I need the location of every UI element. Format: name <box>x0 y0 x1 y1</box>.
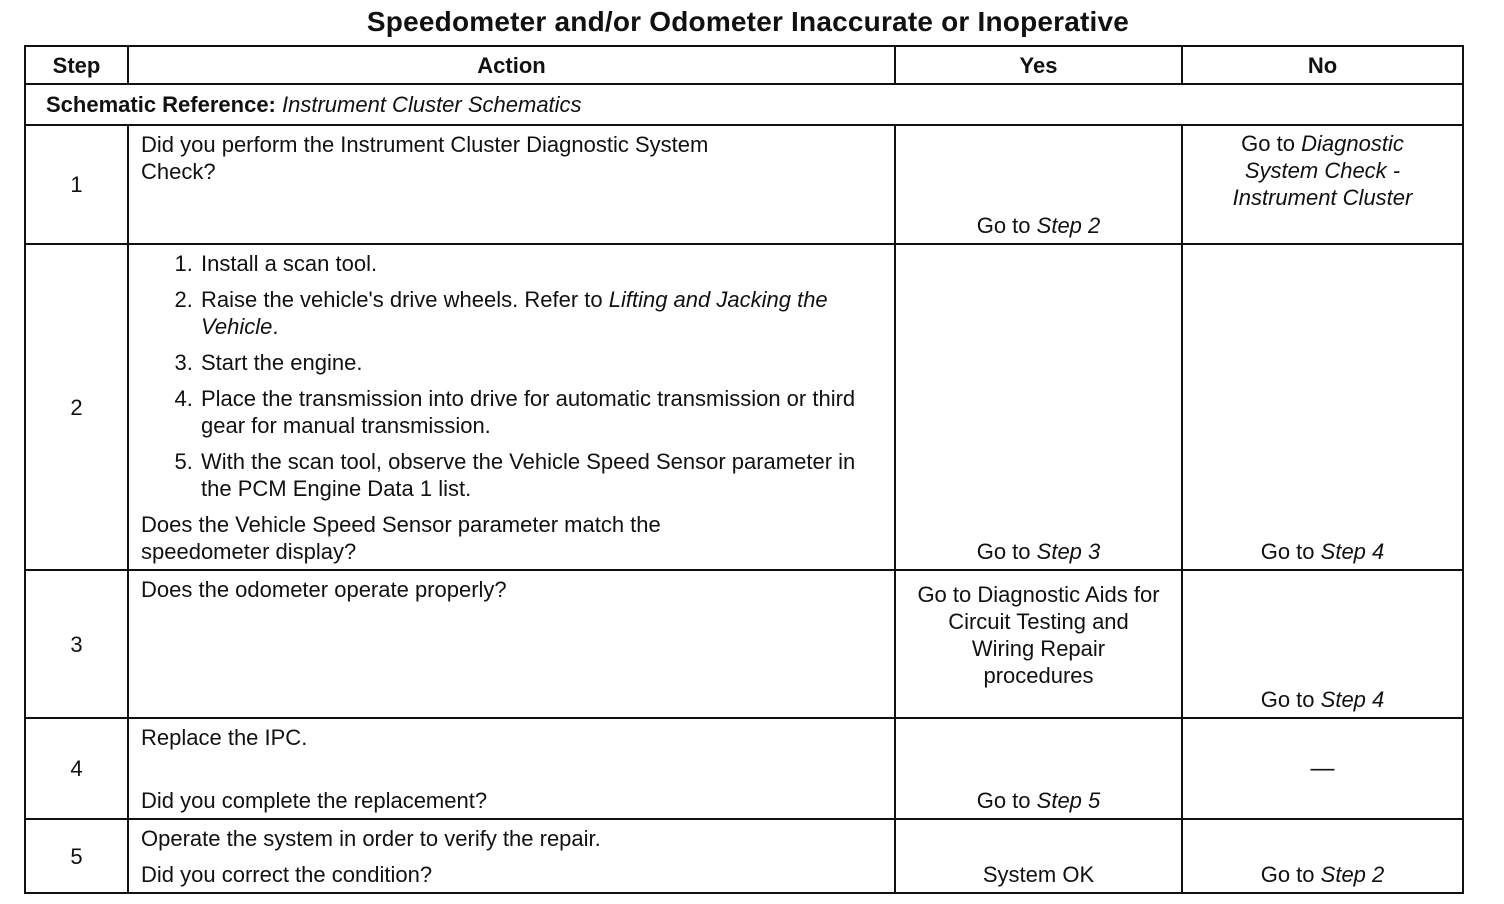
schematic-reference <box>25 84 1463 125</box>
substep-item: 4. Place the transmission into drive for automatic transmission or third gear for manual transmission. <box>199 385 882 439</box>
yes-link[interactable]: Step 3 <box>1036 539 1101 564</box>
step-number: 5 <box>25 819 128 893</box>
schematic-reference-label: Schematic Reference: <box>46 92 276 117</box>
schematic-reference-row <box>25 84 1463 125</box>
action-cell <box>128 244 895 570</box>
yes-prefix: Go to <box>976 213 1031 238</box>
yes-cell <box>895 125 1182 244</box>
table-row <box>25 244 1463 570</box>
substep-item: 5. With the scan tool, observe the Vehicle Speed Sensor parameter in the PCM Engine Data 1 list. <box>199 448 882 502</box>
substep-item: 3. Start the engine. <box>199 349 882 376</box>
header-yes: Yes <box>895 46 1182 84</box>
no-prefix: Go to <box>1260 687 1315 712</box>
instruction-text: Operate the system in order to verify the repair. <box>141 826 601 851</box>
no-link[interactable]: Step 4 <box>1320 539 1385 564</box>
diagnostic-table <box>24 45 1464 894</box>
no-cell <box>1182 125 1463 244</box>
action-cell <box>128 125 895 244</box>
table-row <box>25 718 1463 819</box>
action-cell <box>128 570 895 718</box>
substep-item: 1. Install a scan tool. <box>199 250 882 277</box>
yes-prefix: Go to <box>976 788 1031 813</box>
no-dash: — <box>1310 755 1335 782</box>
table-row <box>25 570 1463 718</box>
no-prefix: Go to <box>1260 539 1315 564</box>
question-text: Did you correct the condition? <box>141 862 433 887</box>
header-action: Action <box>128 46 895 84</box>
step-number: 1 <box>25 125 128 244</box>
header-no: No <box>1182 46 1463 84</box>
yes-text: System OK <box>982 862 1095 887</box>
step-number: 3 <box>25 570 128 718</box>
instruction-text: Replace the IPC. <box>141 725 308 750</box>
yes-link[interactable]: Step 2 <box>1036 213 1101 238</box>
action-cell <box>128 819 895 893</box>
step-number: 2 <box>25 244 128 570</box>
question-text: Does the odometer operate properly? <box>141 577 507 602</box>
question-text: Does the Vehicle Speed Sensor parameter match the speedometer display? <box>141 512 661 564</box>
no-cell <box>1182 244 1463 570</box>
substep-item: 2. Raise the vehicle's drive wheels. Refer to Lifting and Jacking the Vehicle. <box>199 286 882 340</box>
yes-prefix: Go to <box>976 539 1031 564</box>
header-row <box>25 46 1463 84</box>
no-cell <box>1182 819 1463 893</box>
spacer <box>141 751 882 787</box>
table-row <box>25 819 1463 893</box>
substep-reference-link[interactable]: Lifting and Jacking the Vehicle <box>201 287 828 339</box>
yes-link[interactable]: Step 5 <box>1036 788 1101 813</box>
substep-text: Raise the vehicle's drive wheels. Refer to <box>201 287 603 312</box>
schematic-reference-link[interactable]: Instrument Cluster Schematics <box>282 92 582 117</box>
yes-cell <box>895 718 1182 819</box>
page-title: Speedometer and/or Odometer Inaccurate or Inoperative <box>366 6 1130 37</box>
no-link[interactable]: Step 2 <box>1320 862 1385 887</box>
yes-cell <box>895 819 1182 893</box>
no-cell <box>1182 570 1463 718</box>
step-number: 4 <box>25 718 128 819</box>
action-cell <box>128 718 895 819</box>
no-link[interactable]: Diagnostic System Check - Instrument Cluster <box>1232 131 1413 210</box>
yes-text[interactable]: Go to Diagnostic Aids for Circuit Testing and Wiring Repair procedures <box>917 582 1160 688</box>
table-row <box>25 125 1463 244</box>
question-text: Did you perform the Instrument Cluster Diagnostic System Check? <box>141 132 709 184</box>
no-cell <box>1182 718 1463 819</box>
no-link[interactable]: Step 4 <box>1320 687 1385 712</box>
yes-cell <box>895 244 1182 570</box>
header-step: Step <box>25 46 128 84</box>
question-text: Did you complete the replacement? <box>141 788 488 813</box>
no-prefix: Go to <box>1241 131 1295 156</box>
no-prefix: Go to <box>1260 862 1315 887</box>
substep-list <box>141 250 882 502</box>
yes-cell <box>895 570 1182 718</box>
